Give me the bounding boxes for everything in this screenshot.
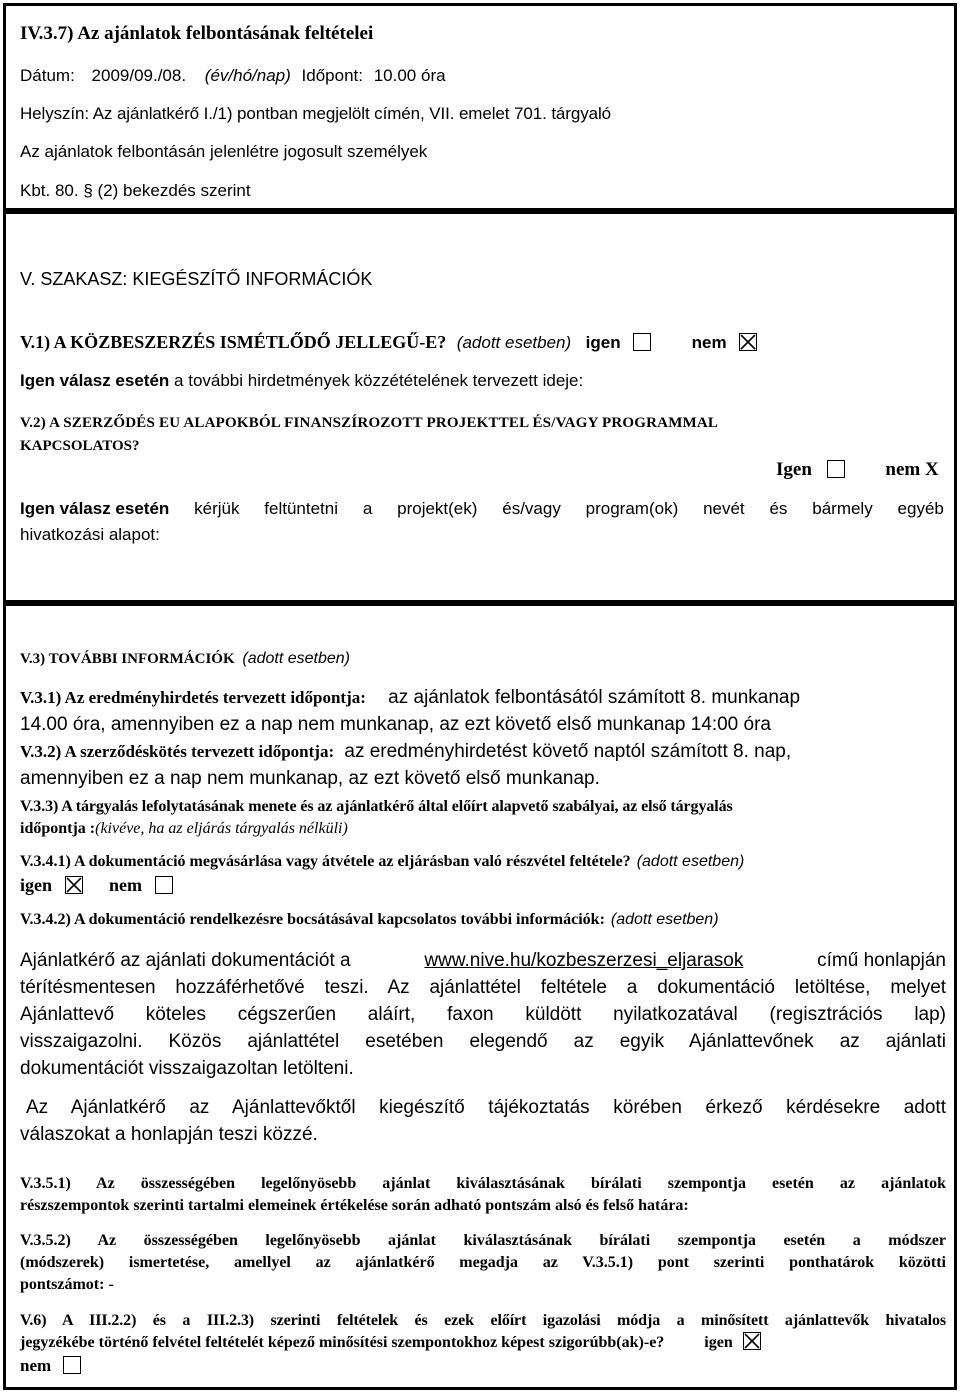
v2-word-8: bármely [812,499,873,518]
section-v-title: V. SZAKASZ: KIEGÉSZÍTŐ INFORMÁCIÓK [20,269,373,289]
v1-followup-rest: a további hirdetmények közzétételének tervezett ideje: [174,371,584,390]
opening-conditions-box [3,3,957,211]
v2-word-7: és [769,499,788,518]
opening-place: Helyszín: Az ajánlatkérő I./1) pontban megjelölt címén, VII. emelet 701. tárgyaló [20,104,611,123]
para2-line2: válaszokat a honlapján teszi közzé. [20,1124,318,1145]
v32-line2: amennyiben ez a nap nem munkanap, az ezt követő első munkanap. [20,768,600,789]
v1-note: (adott esetben) [456,333,572,352]
date-format: (év/hó/nap) [204,66,291,85]
para1-line1 [20,949,946,973]
v2-label-line1: V.2) A SZERZŐDÉS EU ALAPOKBÓL FINANSZÍROZOTT PROJEKTTEL ÉS/VAGY PROGRAMMAL [20,415,719,431]
v341-igen-label: igen [20,875,53,895]
date-value: 2009/09./08. [91,66,187,85]
v1-question [20,330,757,355]
v33-label: időpontja : [20,820,96,837]
v6-igen-checkbox[interactable] [743,1332,761,1350]
v32-text: az eredményhirdetést követő naptól számított 8. nap, [344,741,792,762]
v1-followup-bold: Igen válasz esetén [20,371,170,390]
checkbox-cross-icon [739,333,757,351]
v6-line2 [20,1331,761,1355]
v2-followup-line1 [20,497,944,521]
v2-word-0: kérjük [194,499,240,518]
v2-word-1: feltüntetni [264,499,339,518]
v6-line2-text: jegyzékébe történő felvétel feltételét képező minősítési szempontokhoz képest szigorúbb(ak)-e? [20,1334,665,1351]
v2-word-2: a [362,499,373,518]
v2-word-5: program(ok) [585,499,679,518]
v2-followup-line2: hivatkozási alapot: [20,525,160,544]
v3-box [3,603,957,1390]
v352-line3: pontszámot: - [20,1276,114,1293]
v341-nem-checkbox[interactable] [155,876,173,894]
v1-label: V.1) A KÖZBESZERZÉS ISMÉTLŐDŐ JELLEGŰ-E? [20,332,447,352]
v6-nem-label: nem [20,1356,52,1375]
v6-line1: V.6) A III.2.2) és a III.2.3) szerinti feltételek és ezek előírt igazolási módja a minősített ajánlattevők hivatalos [20,1312,946,1329]
v1-igen-checkbox[interactable] [633,333,651,351]
v2-answer [776,458,939,482]
v6-nem-checkbox[interactable] [63,1356,81,1374]
v32-line1 [20,740,791,764]
v2-label-line2: KAPCSOLATOS? [20,438,140,454]
para1-line2: térítésmentesen hozzáférhetővé teszi. Az ajánlattétel feltétele a dokumentáció letöltése, melyet [20,977,946,998]
para1-line5: dokumentációt visszaigazoltan letölteni. [20,1058,354,1079]
v3-heading [20,647,350,671]
v352-line1: V.3.5.2) Az összességében legelőnyösebb ajánlat kiválasztásának bírálati szempontja esetén a módszer [20,1232,946,1249]
v2-nem-label: nem X [885,459,939,480]
para1-line1-b: című honlapján [817,950,946,971]
opening-title: IV.3.7) Az ajánlatok felbontásának feltételei [20,23,374,44]
v3-title: V.3) TOVÁBBI INFORMÁCIÓK [20,651,235,667]
v341-note: (adott esetben) [636,853,745,870]
para1-line4: visszaigazolni. Közös ajánlattétel esetében elegendő az egyik Ajánlattevőnek az ajánlati [20,1031,946,1052]
v33-line1: V.3.3) A tárgyalás lefolytatásának menete és az ajánlatkérő által előírt alapvető szabályai, az első tárgyalás [20,798,733,815]
v342-note: (adott esetben) [610,911,719,928]
opening-kbt: Kbt. 80. § (2) bekezdés szerint [20,181,251,200]
v2-word-9: egyéb [897,499,944,518]
nive-link[interactable]: www.nive.hu/kozbeszerzesi_eljarasok [424,950,744,971]
v2-word-3: projekt(ek) [397,499,478,518]
date-label: Dátum: [20,66,75,85]
v33-note: (kivéve, ha az eljárás tárgyalás nélküli) [95,820,348,837]
v1-nem-label: nem [691,333,727,352]
v341-igen-checkbox[interactable] [65,876,83,894]
v341-label: V.3.4.1) A dokumentáció megvásárlása vagy átvétele az eljárásban való részvétel feltétele? [20,853,631,870]
v2-igen-checkbox[interactable] [827,460,845,478]
checkbox-cross-icon [65,876,83,894]
v32-label: V.3.2) A szerződéskötés tervezett időpontja: [20,742,335,761]
v342-label: V.3.4.2) A dokumentáció rendelkezésre bocsátásával kapcsolatos további információk: [20,911,605,928]
time-label: Időpont: [301,66,363,85]
v2-word-6: nevét [703,499,745,518]
v31-text: az ajánlatok felbontásától számított 8. munkanap [388,687,801,708]
v2-igen-label: Igen [776,459,812,480]
v351-line1: V.3.5.1) Az összességében legelőnyösebb ajánlat kiválasztásának bírálati szempontja esetén az ajánlatok [20,1175,946,1192]
v6-igen-label: igen [704,1334,733,1351]
v341-line1 [20,850,744,874]
opening-date-line [20,64,446,88]
v3-note: (adott esetben) [242,650,350,667]
v6-line3 [20,1354,81,1378]
para2-line1: Az Ajánlatkérő az Ajánlattevőktől kiegészítő tájékoztatás körében érkező kérdésekre adott [26,1097,946,1118]
para1-line3: Ajánlattevő köteles cégszerűen aláírt, faxon küldött nyilatkozatával (regisztrációs lap) [20,1004,946,1025]
v341-answers [20,873,173,897]
section-v-box [3,211,957,603]
v31-line1 [20,686,800,710]
v33-line2 [20,817,348,841]
v31-label: V.3.1) Az eredményhirdetés tervezett időpontja: [20,688,366,707]
v342-line [20,908,719,932]
v1-nem-checkbox[interactable] [739,333,757,351]
v1-igen-label: igen [585,333,621,352]
opening-persons: Az ajánlatok felbontásán jelenlétre jogosult személyek [20,142,428,161]
checkbox-cross-icon [743,1332,761,1350]
time-value: 10.00 óra [373,66,446,85]
v341-nem-label: nem [109,875,143,895]
v352-line2: (módszerek) ismertetése, amellyel az ajánlatkérő megadja az V.3.5.1) pont szerinti ponthatárok közötti [20,1254,946,1271]
v351-line2: részszempontok szerinti tartalmi elemeinek értékelése során adható pontszám alsó és felső határa: [20,1197,689,1214]
v2-followup-bold: Igen válasz esetén [20,499,170,518]
v31-line2: 14.00 óra, amennyiben ez a nap nem munkanap, az ezt követő első munkanap 14:00 óra [20,714,771,735]
v1-followup [20,369,583,393]
para1-line1-a: Ajánlatkérő az ajánlati dokumentációt a [20,950,351,971]
v2-word-4: és/vagy [502,499,561,518]
